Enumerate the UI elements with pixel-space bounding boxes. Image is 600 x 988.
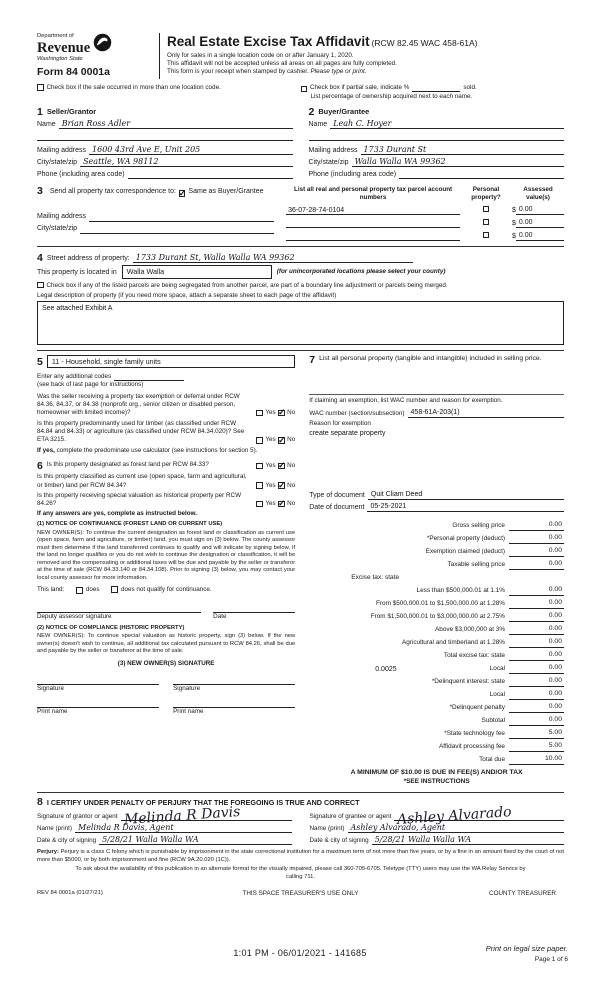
county-select[interactable] bbox=[122, 265, 272, 278]
grantee-date-city-field[interactable] bbox=[372, 836, 564, 845]
if-any-yes-note: If any answers are yes, complete as instructed below. bbox=[37, 510, 198, 518]
s6-q2-yes-checkbox[interactable] bbox=[256, 482, 263, 489]
corr-mailing-label: Mailing address bbox=[37, 213, 87, 221]
personal-property-checkbox-1[interactable] bbox=[483, 206, 490, 213]
buyer-name-value: Leah C. Hoyer bbox=[333, 119, 392, 129]
section-3 bbox=[37, 186, 564, 241]
located-in-label: This property is located in bbox=[37, 268, 117, 276]
exemption-note: If claiming an exemption, list WAC number and reason for exemption. bbox=[309, 396, 503, 404]
section-1-number: 1 bbox=[37, 105, 43, 118]
section-5-number: 5 bbox=[37, 355, 43, 368]
doc-type-value: Quit Cliam Deed bbox=[370, 490, 423, 498]
state-technology-fee-value[interactable]: 5.00 bbox=[509, 729, 564, 739]
s5-question-1 bbox=[37, 393, 295, 418]
grantor-signature: Melinda R Davis bbox=[123, 803, 241, 828]
agricultural-value[interactable]: 0.00 bbox=[509, 638, 564, 648]
gross-selling-price-value[interactable]: 0.00 bbox=[509, 521, 564, 531]
grantee-date-city-value: 5/28/21 Walla Walla WA bbox=[374, 835, 472, 845]
segregated-label: Check box if any of the listed parcels are being segregated from another parcel, are part of a boundary line adjustment or parcels being merged. bbox=[46, 281, 448, 289]
money-row-delinquent-penalty bbox=[309, 700, 564, 713]
s6-q2-no-checkbox[interactable] bbox=[278, 482, 285, 489]
land-qualify-row bbox=[37, 586, 295, 594]
form-number: Form 84 0001a bbox=[37, 65, 110, 78]
total-excise-state-value[interactable]: 0.00 bbox=[509, 651, 564, 661]
section-3-correspondence bbox=[37, 186, 274, 241]
excise-tax-state-label: Excise tax: state bbox=[351, 574, 400, 582]
grantor-signature-label: Signature of grantor or agent bbox=[37, 813, 118, 821]
header-note-3-italic: Please type or print. bbox=[310, 67, 367, 75]
parcel-number-1: 36-07-28-74-0104 bbox=[288, 206, 345, 214]
minimum-due-note: A MINIMUM OF $10.00 IS DUE IN FEE(S) AND/OR TAX bbox=[350, 768, 523, 776]
buyer-mailing-field[interactable] bbox=[361, 146, 564, 155]
partial-sale-sold-label: sold. bbox=[463, 84, 477, 92]
s6-question-3 bbox=[37, 492, 295, 508]
grantee-signature: Ashley Alvarado bbox=[396, 803, 513, 828]
parcel-row-2 bbox=[286, 215, 564, 228]
total-due-label: Total due bbox=[479, 756, 505, 764]
section-2-number: 2 bbox=[308, 105, 315, 118]
dept-of-label: Department of bbox=[37, 33, 74, 39]
form-title-rcw: (RCW 82.45 WAC 458-61A) bbox=[371, 38, 478, 48]
subtotal-label: Subtotal bbox=[481, 717, 505, 725]
s5-q2-no-checkbox[interactable] bbox=[278, 437, 285, 444]
tier1-value[interactable]: 0.00 bbox=[509, 586, 564, 596]
street-address-value: 1733 Durant St, Walla Walla WA 99362 bbox=[135, 253, 295, 263]
buyer-name-label: Name bbox=[308, 120, 328, 128]
seller-csz-field[interactable] bbox=[80, 158, 292, 167]
delinquent-interest-local-label: Local bbox=[489, 691, 505, 699]
section-1-seller bbox=[37, 107, 293, 180]
header-divider bbox=[159, 33, 160, 79]
exemption-claimed-value[interactable]: 0.00 bbox=[509, 547, 564, 557]
money-row-taxable bbox=[309, 557, 564, 570]
revenue-logo-icon bbox=[93, 33, 112, 52]
land-does-not-checkbox[interactable] bbox=[111, 586, 118, 593]
buyer-name-2-field[interactable] bbox=[309, 132, 565, 141]
see-instructions-note: *SEE INSTRUCTIONS bbox=[403, 778, 470, 786]
s6-q3-yes-checkbox[interactable] bbox=[256, 501, 263, 508]
s6-q2-yes-label: Yes bbox=[265, 481, 276, 489]
corr-csz-label: City/state/zip bbox=[37, 225, 78, 233]
personal-property-deduct-value[interactable]: 0.00 bbox=[509, 534, 564, 544]
gross-selling-price-label: Gross selling price bbox=[452, 522, 505, 530]
money-row-local bbox=[309, 661, 564, 674]
use-code-select[interactable] bbox=[47, 355, 295, 368]
buyer-csz-field[interactable] bbox=[352, 158, 564, 167]
affidavit-form bbox=[37, 33, 564, 898]
deputy-assessor-signature-field[interactable] bbox=[37, 604, 201, 613]
same-as-buyer-checkbox[interactable] bbox=[179, 190, 186, 197]
section-6-number: 6 bbox=[37, 459, 43, 472]
additional-codes-label: Enter any additional codes bbox=[37, 373, 112, 381]
new-owner-print-name-field-2[interactable] bbox=[173, 699, 295, 708]
form-title: Real Estate Excise Tax Affidavit bbox=[167, 34, 370, 49]
alternate-format-note: To ask about the availability of this publication in an alternate format for the visually impaired, please call 360-705-6705. Teletype (TTY) users may use the WA Relay Service by calling 711. bbox=[75, 866, 526, 880]
money-row-delinquent-interest-state bbox=[309, 674, 564, 687]
delinquent-interest-state-label: *Delinquent interest: state bbox=[431, 678, 505, 686]
s6-q1-text: Is this property designated as forest land per RCW 84.33? bbox=[46, 460, 209, 468]
notice-continuance-heading: (1) NOTICE OF CONTINUANCE (FOREST LAND OR CURRENT USE) bbox=[37, 521, 223, 528]
grantor-date-city-value: 5/28/21 Walla Walla WA bbox=[102, 835, 199, 845]
form-header bbox=[37, 33, 564, 79]
money-row-total-state bbox=[309, 648, 564, 661]
grantor-print-name-field[interactable] bbox=[75, 824, 292, 833]
tier4-value[interactable]: 0.00 bbox=[509, 625, 564, 635]
money-row-exemption bbox=[309, 544, 564, 557]
use-code-value: 11 - Household, single family units bbox=[51, 357, 161, 367]
buyer-csz-value: Walla Walla WA 99362 bbox=[354, 157, 446, 167]
rev-form-number: REV 84 0001a (01/27/21) bbox=[37, 890, 103, 897]
washington-state-label: Washington State bbox=[37, 56, 83, 63]
parcel-col-header: List all real and personal property tax parcel account numbers bbox=[293, 186, 453, 202]
doc-type-field[interactable] bbox=[368, 491, 564, 500]
parcel-table bbox=[286, 186, 564, 241]
top-checkbox-row bbox=[37, 84, 564, 101]
assessed-value-1: 0.00 bbox=[518, 206, 533, 214]
buyer-name-field[interactable] bbox=[330, 120, 564, 129]
buyer-phone-field[interactable] bbox=[399, 170, 564, 179]
s5-q2-no-label: No bbox=[287, 436, 296, 444]
grantor-signature-field[interactable] bbox=[121, 803, 292, 828]
doc-date-field[interactable] bbox=[367, 503, 564, 512]
s5-q1-yes-checkbox[interactable] bbox=[256, 410, 263, 417]
assessed-value-field-3[interactable] bbox=[516, 231, 564, 241]
s6-q1-yes-checkbox[interactable] bbox=[256, 463, 263, 470]
page-indicator: Page 1 of 6 bbox=[534, 956, 568, 963]
parcel-number-field-3[interactable] bbox=[286, 240, 460, 241]
affidavit-processing-fee-value[interactable]: 5.00 bbox=[509, 742, 564, 752]
unincorporated-note: (for unincorporated locations please select your county) bbox=[276, 267, 446, 275]
seller-csz-label: City/state/zip bbox=[37, 158, 78, 166]
revenue-wordmark: Revenue bbox=[37, 39, 91, 56]
if-yes-bold: If yes, bbox=[37, 446, 55, 454]
notice-compliance-heading: (2) NOTICE OF COMPLIANCE (HISTORIC PROPERTY) bbox=[37, 624, 185, 631]
grantee-print-name-value: Ashley Alvarado, Agent bbox=[350, 823, 446, 833]
money-row-tier-2 bbox=[309, 596, 564, 609]
print-legal-size-note: Print on legal size paper. bbox=[485, 944, 568, 953]
wac-number-field[interactable] bbox=[408, 409, 564, 418]
tier2-label: From $500,000.01 to $1,500,000.00 at 1.28% bbox=[376, 600, 505, 608]
seller-name-value: Brian Ross Adler bbox=[61, 119, 131, 129]
seller-mailing-value: 1600 43rd Ave E, Unit 205 bbox=[92, 145, 201, 155]
grantor-print-name-label: Name (print) bbox=[37, 825, 72, 833]
s6-q3-no-label: No bbox=[287, 499, 296, 507]
money-row-tier-1 bbox=[309, 583, 564, 596]
multi-location-checkbox[interactable] bbox=[37, 84, 44, 91]
subtotal-value[interactable]: 0.00 bbox=[509, 716, 564, 726]
personal-property-list-area[interactable] bbox=[309, 366, 564, 392]
legal-description-box[interactable] bbox=[37, 301, 564, 345]
s6-q2-no-label: No bbox=[287, 481, 296, 489]
header-note-1: Only for sales in a single location code on or after January 1, 2020. bbox=[167, 51, 354, 59]
section-1-title: Seller/Grantor bbox=[46, 107, 97, 117]
segregated-checkbox[interactable] bbox=[37, 282, 44, 289]
perjury-note bbox=[37, 849, 564, 864]
corr-mailing-field[interactable] bbox=[89, 213, 274, 222]
section-3-number: 3 bbox=[37, 185, 43, 198]
local-value[interactable]: 0.00 bbox=[509, 664, 564, 674]
seller-name-label: Name bbox=[37, 120, 56, 128]
taxable-selling-price-value[interactable]: 0.00 bbox=[509, 560, 564, 570]
personal-property-checkbox-3[interactable] bbox=[483, 232, 490, 239]
new-owner-signature-label-2: Signature bbox=[173, 685, 201, 693]
assessed-value-3: 0.00 bbox=[518, 232, 533, 240]
header-note-3: This form is your receipt when stamped by cashier. bbox=[167, 67, 309, 75]
money-row-agricultural bbox=[309, 635, 564, 648]
this-land-label: This land: bbox=[37, 586, 65, 594]
notice-compliance-text: NEW OWNER(S): To continue special valuation as historic property, sign (3) below. If the new owner(s) doesn't wish to continue, all additional tax calculated pursuant to RCW 84.26, shall be due and payable by the seller or transferor at the time of sale. bbox=[37, 633, 296, 655]
tier2-value[interactable]: 0.00 bbox=[509, 599, 564, 609]
section-8-number: 8 bbox=[37, 795, 43, 808]
certify-statement: I CERTIFY UNDER PENALTY OF PERJURY THAT THE FOREGOING IS TRUE AND CORRECT bbox=[46, 798, 360, 808]
assessed-value-field-2[interactable] bbox=[516, 218, 564, 228]
s5-question-2 bbox=[37, 420, 295, 445]
money-row-excise-head bbox=[309, 570, 564, 583]
new-owner-print-name-label-2: Print name bbox=[173, 708, 204, 716]
assessed-value-field-1[interactable] bbox=[516, 205, 564, 215]
grantee-print-name-field[interactable] bbox=[348, 824, 565, 833]
reason-exemption-value: create separate property bbox=[309, 429, 386, 437]
money-row-delinquent-interest-local bbox=[309, 687, 564, 700]
land-does-checkbox[interactable] bbox=[76, 587, 83, 594]
section-8-signatures bbox=[37, 797, 564, 846]
county-select-value: Walla Walla bbox=[126, 267, 165, 277]
personal-property-deduct-label: *Personal property (deduct) bbox=[426, 535, 505, 543]
currency-sign-2: $ bbox=[512, 220, 516, 228]
local-rate-value[interactable]: 0.0025 bbox=[375, 665, 397, 673]
land-does-label: does bbox=[85, 586, 100, 594]
new-owner-signature-field-2[interactable] bbox=[173, 676, 295, 685]
divider-above-section-5 bbox=[37, 350, 564, 351]
taxable-selling-price-label: Taxable selling price bbox=[447, 561, 505, 569]
new-owner-print-name-label-1: Print name bbox=[37, 708, 68, 716]
seller-name-field[interactable] bbox=[59, 120, 293, 129]
buyer-mailing-label: Mailing address bbox=[308, 146, 358, 154]
tier4-label: Above $3,000,000 at 3% bbox=[435, 626, 505, 634]
s6-q3-yes-label: Yes bbox=[265, 499, 276, 507]
divider-above-section-8 bbox=[37, 792, 564, 793]
corr-csz-field[interactable] bbox=[80, 225, 274, 234]
s6-question-2 bbox=[37, 473, 295, 489]
grantee-date-city-label: Date & city of signing bbox=[309, 837, 369, 845]
section-2-buyer bbox=[309, 107, 565, 180]
same-as-buyer-label: Same as Buyer/Grantee bbox=[188, 188, 264, 196]
grantee-signature-block bbox=[309, 803, 565, 845]
seller-name-2-field[interactable] bbox=[37, 132, 293, 141]
section-5-6-column bbox=[37, 355, 295, 787]
title-block bbox=[167, 33, 564, 79]
legal-description-label: Legal description of property (if you need more space, attach a separate sheet to each page of the affidavit) bbox=[37, 291, 337, 299]
exemption-claimed-label: Exemption claimed (deduct) bbox=[425, 548, 505, 556]
personal-property-col-header: Personal property? bbox=[471, 186, 501, 202]
partial-sale-label: Check box if partial sale, indicate % bbox=[310, 84, 410, 92]
s6-q1-no-checkbox[interactable] bbox=[278, 463, 285, 470]
total-due-value[interactable]: 10.00 bbox=[509, 755, 564, 765]
doc-date-label: Date of document bbox=[309, 503, 365, 511]
delinquent-penalty-label: *Delinquent penalty bbox=[449, 704, 505, 712]
buyer-phone-label: Phone (including area code) bbox=[308, 170, 397, 178]
section-5 bbox=[37, 355, 295, 368]
street-address-label: Street address of property: bbox=[46, 255, 130, 263]
revenue-logo-block bbox=[37, 33, 157, 79]
new-owner-signature-label-1: Signature bbox=[37, 685, 64, 693]
state-technology-fee-label: *State technology fee bbox=[444, 730, 505, 738]
buyer-mailing-value: 1733 Durant St bbox=[363, 145, 427, 155]
s6-q3-text: Is this property receiving special valuation as historical property per RCW 84.26? bbox=[37, 491, 242, 507]
s6-q1-yes-label: Yes bbox=[265, 461, 276, 469]
grantor-print-name-value: Melinda R Davis, Agent bbox=[78, 823, 174, 833]
seller-phone-field[interactable] bbox=[128, 170, 293, 179]
section-4-number: 4 bbox=[37, 251, 43, 264]
section-2-title: Buyer/Grantee bbox=[318, 107, 370, 117]
money-row-tier-3 bbox=[309, 609, 564, 622]
grantor-date-city-field[interactable] bbox=[99, 836, 291, 845]
county-treasurer-label: COUNTY TREASURER bbox=[489, 889, 556, 897]
section-7-column bbox=[309, 355, 564, 787]
parcel-number-field-2[interactable] bbox=[286, 227, 460, 228]
money-row-gross bbox=[309, 518, 564, 531]
s6-q3-no-checkbox[interactable] bbox=[278, 501, 285, 508]
grantor-date-city-label: Date & city of signing bbox=[37, 837, 97, 845]
seller-mailing-field[interactable] bbox=[89, 146, 292, 155]
deputy-assessor-row bbox=[37, 604, 295, 621]
grantee-print-name-label: Name (print) bbox=[309, 825, 345, 833]
notice-continuance-text: NEW OWNER(S): To continue the current designation as forest land or classification as current use (open space, farm and agriculture, or timber) land, you must sign on (3) below. The county assessor must then determine if the land transferred continues to qualify and will indicate by signing below. If the land no longer qualifies or you do not wish to continue the designation or classification, it will be removed and the compensating or additional taxes will be due and payable by the seller or transferor at the time of sale (RCW 84.33.140 or 84.34.108). Prior to signing (3) below, you may contact your local county assessor for more information. bbox=[37, 529, 296, 581]
s5-q1-yes-label: Yes bbox=[265, 408, 276, 416]
deputy-date-label: Date bbox=[213, 612, 227, 620]
money-row-processing-fee bbox=[309, 739, 564, 752]
tier3-value[interactable]: 0.00 bbox=[509, 612, 564, 622]
money-row-personal bbox=[309, 531, 564, 544]
form-footer-row bbox=[37, 890, 564, 898]
money-row-tier-4 bbox=[309, 622, 564, 635]
section-4-property bbox=[37, 251, 564, 345]
s6-q2-text: Is this property classified as current use (open space, farm and agricultural, or timber) land per RCW 84.34? bbox=[37, 473, 247, 489]
multi-location-label: Check box if the sale occurred in more than one location code. bbox=[46, 84, 221, 92]
local-label: Local bbox=[489, 665, 505, 673]
assessed-value-2: 0.00 bbox=[518, 219, 533, 227]
assessed-value-col-header: Assessed value(s) bbox=[523, 186, 553, 202]
agricultural-label: Agricultural and timberland at 1.28% bbox=[401, 639, 505, 647]
tier3-label: From $1,500,000.01 to $3,000,000.00 at 2.75% bbox=[370, 613, 505, 621]
street-address-field[interactable] bbox=[133, 254, 413, 263]
deputy-assessor-label: Deputy assessor signature bbox=[37, 612, 112, 620]
s5-q2-yes-label: Yes bbox=[265, 436, 276, 444]
wac-number-label: WAC number (section/subsection) bbox=[309, 409, 405, 417]
seller-csz-value: Seattle, WA 98112 bbox=[83, 157, 159, 167]
s5-q1-no-label: No bbox=[287, 408, 296, 416]
wac-number-value: 458-61A-203(1) bbox=[410, 409, 460, 417]
see-back-note: (see back of last page for instructions) bbox=[37, 381, 144, 389]
new-owner-signature-field-1[interactable] bbox=[37, 676, 159, 685]
parcel-row-3 bbox=[286, 228, 564, 241]
personal-property-intro: List all personal property (tangible and intangible) included in selling price. bbox=[319, 355, 542, 363]
print-note-block bbox=[486, 944, 568, 963]
grantee-signature-label: Signature of grantee or agent bbox=[309, 813, 392, 821]
currency-sign-1: $ bbox=[512, 207, 516, 215]
doc-type-label: Type of document bbox=[309, 491, 365, 499]
money-row-subtotal bbox=[309, 713, 564, 726]
new-owner-print-name-field-1[interactable] bbox=[37, 699, 159, 708]
partial-sale-checkbox[interactable] bbox=[301, 86, 308, 93]
currency-sign-3: $ bbox=[512, 233, 516, 241]
perjury-text: Perjury is a class C felony which is punishable by imprisonment in the state correctional institution for a maximum term of not more than five years, or by a fine in an amount fixed by the court of not more than $5000, or by both imprisonment and fine (RCW 9A.20.020 (1C)). bbox=[37, 849, 564, 863]
money-row-total-due bbox=[309, 752, 564, 765]
delinquent-interest-state-value[interactable]: 0.00 bbox=[509, 677, 564, 687]
buyer-csz-label: City/state/zip bbox=[308, 158, 349, 166]
seller-phone-label: Phone (including area code) bbox=[37, 170, 125, 178]
legal-description-value: See attached Exhibit A bbox=[42, 305, 113, 313]
s6-q1-no-label: No bbox=[287, 461, 296, 469]
doc-date-value: 05-25-2021 bbox=[370, 502, 407, 510]
section-7-divider bbox=[309, 394, 564, 395]
grantee-signature-field[interactable] bbox=[394, 803, 564, 828]
tier1-label: Less than $500,000.01 at 1.1% bbox=[416, 587, 505, 595]
money-row-tech-fee bbox=[309, 726, 564, 739]
reason-exemption-label: Reason for exemption bbox=[309, 419, 371, 427]
personal-property-checkbox-2[interactable] bbox=[483, 219, 490, 226]
grantor-signature-block bbox=[37, 803, 292, 845]
s5-q2-yes-checkbox[interactable] bbox=[256, 437, 263, 444]
send-correspondence-label: Send all property tax correspondence to: bbox=[49, 188, 176, 196]
treasurer-use-only-label: THIS SPACE TREASURER'S USE ONLY bbox=[242, 889, 359, 897]
perjury-bold: Perjury: bbox=[37, 849, 59, 856]
additional-codes-field[interactable] bbox=[114, 373, 184, 381]
deputy-date-field[interactable] bbox=[213, 604, 295, 613]
received-timestamp-stamp: 1:01 PM - 06/01/2021 - 141685 bbox=[233, 948, 367, 958]
new-owner-signature-heading: (3) NEW OWNER(S) SIGNATURE bbox=[117, 659, 215, 667]
ownership-percent-note: List percentage of ownership acquired next to each name. bbox=[310, 93, 473, 101]
partial-sale-percent-field[interactable] bbox=[412, 84, 460, 92]
section-6 bbox=[37, 461, 295, 472]
header-note-2: This affidavit will not be accepted unless all areas on all pages are fully completed. bbox=[167, 59, 397, 67]
seller-mailing-label: Mailing address bbox=[37, 146, 87, 154]
if-yes-rest: complete the predominate use calculator (see instructions for section 5). bbox=[56, 446, 258, 454]
total-excise-state-label: Total excise tax: state bbox=[443, 652, 505, 660]
affidavit-processing-fee-label: Affidavit processing fee bbox=[439, 743, 505, 751]
delinquent-penalty-value[interactable]: 0.00 bbox=[509, 703, 564, 713]
s5-q1-no-checkbox[interactable] bbox=[278, 410, 285, 417]
s5-q1-text: Was the seller receiving a property tax exemption or deferral under RCW 84.36, 84.37, or 84.38 (nonprofit org., senior citizen or disabled person, homeowner with limited income)? bbox=[37, 392, 240, 416]
parcel-number-field-1[interactable] bbox=[286, 207, 460, 216]
divider-above-section-4 bbox=[37, 246, 564, 247]
land-does-not-label: does not qualify for continuance. bbox=[120, 586, 212, 594]
s5-q2-text: Is this property predominantly used for timber (as classified under RCW 84.84 and 84.33) or agriculture (as classified under RCW 84.34.020)? See ETA 3215. bbox=[37, 420, 245, 444]
section-7-number: 7 bbox=[309, 354, 316, 367]
delinquent-interest-local-value[interactable]: 0.00 bbox=[509, 690, 564, 700]
parcel-row-1 bbox=[286, 202, 564, 215]
